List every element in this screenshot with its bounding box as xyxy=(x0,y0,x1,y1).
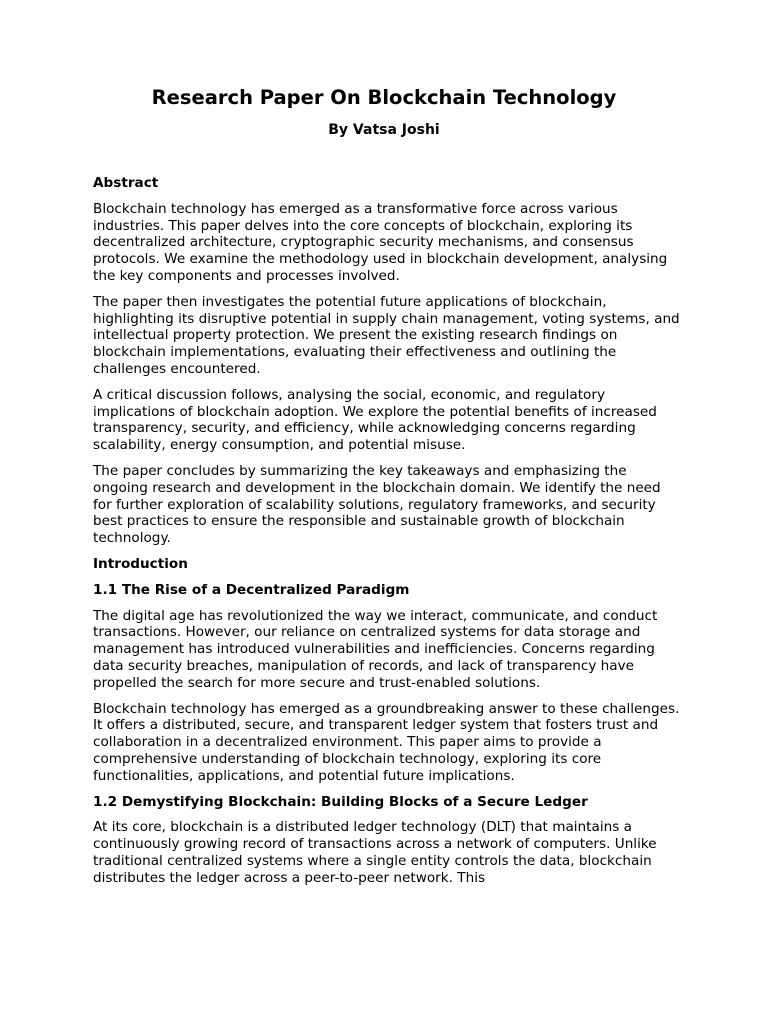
abstract-paragraph: A critical discussion follows, analysing the social, economic, and regulatory implications of blockchain adoption. We explore the potential benefits of increased transparency, security, and efficiency, while acknowledging concerns regarding scalability, energy consumption, and potential misuse. xyxy=(93,386,657,454)
section-1-2-heading: 1.2 Demystifying Blockchain: Building Blocks of a Secure Ledger xyxy=(93,793,588,810)
abstract-paragraph: The paper then investigates the potential future applications of blockchain, highlighting its disruptive potential in supply chain management, voting systems, and intellectual property protection. We present the existing research findings on blockchain implementations, evaluating their effectiveness and outlining the challenges encountered. xyxy=(93,293,680,377)
abstract-paragraph: Blockchain technology has emerged as a transformative force across various industries. This paper delves into the core concepts of blockchain, exploring its decentralized architecture, cryptographic security mechanisms, and consensus protocols. We examine the methodology used in blockchain development, analysing the key components and processes involved. xyxy=(93,200,668,284)
page-title: Research Paper On Blockchain Technology xyxy=(151,86,617,109)
section-1-1-paragraph: The digital age has revolutionized the way we interact, communicate, and conduct transactions. However, our reliance on centralized systems for data storage and management has introduced vulnerabilities and inefficiencies. Concerns regarding data security breaches, manipulation of records, and lack of transparency have propelled the search for more secure and trust-enabled solutions. xyxy=(93,607,658,691)
author-line: By Vatsa Joshi xyxy=(328,122,440,138)
section-1-1-heading: 1.1 The Rise of a Decentralized Paradigm xyxy=(93,581,410,598)
section-1-2-paragraph: At its core, blockchain is a distributed ledger technology (DLT) that maintains a continuously growing record of transactions across a network of computers. Unlike traditional centralized systems where a single entity controls the data, blockchain distributes the ledger across a peer-to-peer network. This xyxy=(93,819,657,886)
introduction-heading: Introduction xyxy=(93,555,188,572)
abstract-heading: Abstract xyxy=(93,175,159,191)
abstract-paragraph: The paper concludes by summarizing the key takeaways and emphasizing the ongoing research and development in the blockchain domain. We identify the need for further exploration of scalability solutions, regulatory frameworks, and security best practices to ensure the responsible and sustainable growth of blockchain technology. xyxy=(93,462,661,547)
section-1-1-paragraph: Blockchain technology has emerged as a groundbreaking answer to these challenges. It offers a distributed, secure, and transparent ledger system that fosters trust and collaboration in a decentralized environment. This paper aims to provide a comprehensive understanding of blockchain technology, exploring its core functionalities, applications, and potential future implications. xyxy=(93,700,680,784)
document-body xyxy=(93,175,683,886)
